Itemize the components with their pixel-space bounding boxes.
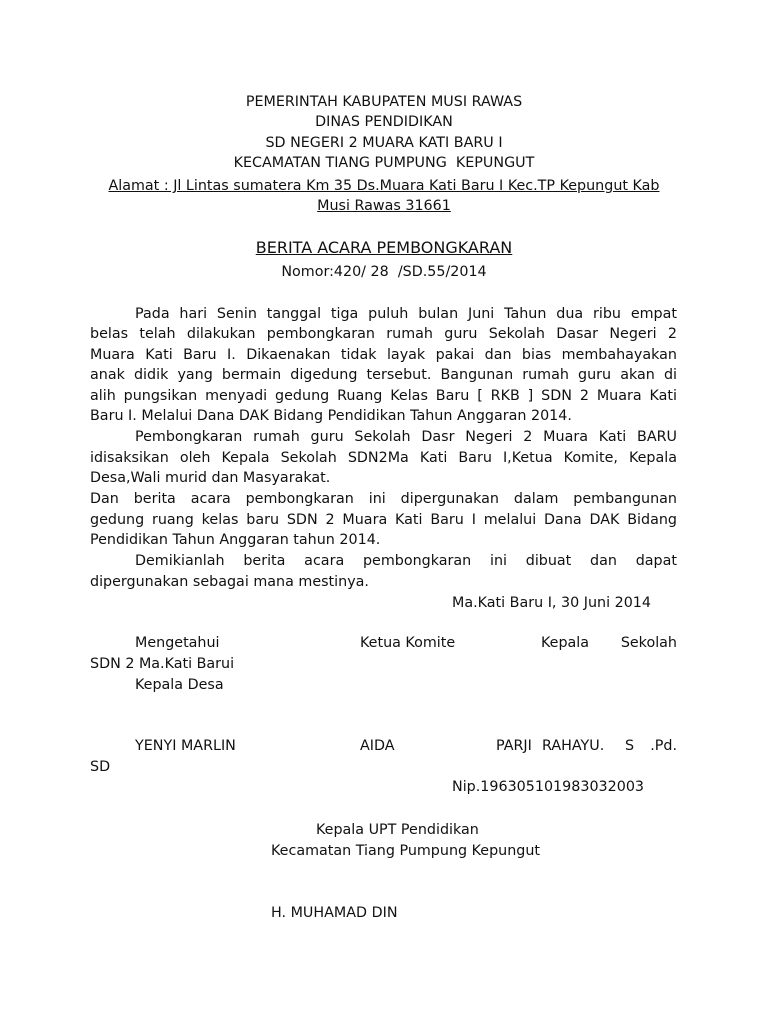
signature-label-ketua-komite: Ketua Komite (360, 635, 456, 651)
document-title: BERITA ACARA PEMBONGKARAN (255, 238, 513, 257)
header-government: PEMERINTAH KABUPATEN MUSI RAWAS (245, 94, 523, 110)
upt-district: Kecamatan Tiang Pumpung Kepungut (271, 843, 541, 859)
paragraph-1-line-2: belas telah dilakukan pembongkaran rumah guru Sekolah Dasar Negeri 2 (90, 326, 677, 342)
signature-label-sekolah: Sekolah (620, 635, 677, 651)
signature-name-desa: YENYI MARLIN (135, 738, 236, 754)
header-district: KECAMATAN TIANG PUMPUNG KEPUNGUT (233, 155, 535, 171)
header-address-line-1: Alamat : Jl Lintas sumatera Km 35 Ds.Muara Kati Baru I Kec.TP Kepungut Kab (108, 178, 660, 194)
header-agency: DINAS PENDIDIKAN (315, 114, 453, 130)
paragraph-4-line-1: Demikianlah berita acara pembongkaran ini dibuat dan dapat (135, 553, 677, 569)
place-date: Ma.Kati Baru I, 30 Juni 2014 (452, 595, 651, 611)
paragraph-2-line-2: idisaksikan oleh Kepala Sekolah SDN2Ma Kati Baru I,Ketua Komite, Kepala (90, 450, 677, 466)
paragraph-1-line-6: Baru I. Melalui Dana DAK Bidang Pendidikan Tahun Anggaran 2014. (90, 408, 572, 424)
document-number: Nomor:420/ 28 /SD.55/2014 (281, 264, 487, 280)
signature-name-kepsek-4: .Pd. (650, 738, 677, 754)
paragraph-2-line-1: Pembongkaran rumah guru Sekolah Dasr Negeri 2 Muara Kati BARU (135, 429, 677, 445)
signature-name-kepsek-cont: SD (90, 759, 111, 775)
upt-title: Kepala UPT Pendidikan (316, 822, 479, 838)
signature-label-kepala: Kepala (541, 635, 590, 651)
upt-name: H. MUHAMAD DIN (271, 905, 398, 921)
signature-label-kepala-desa: Kepala Desa (135, 677, 224, 693)
signature-name-kepsek-1: PARJI (496, 738, 532, 754)
paragraph-1-line-4: anak didik yang bermain digedung tersebut. Bangunan rumah guru akan di (90, 367, 677, 383)
paragraph-2-line-3: Desa,Wali murid dan Masyarakat. (90, 470, 331, 486)
signature-label-school: SDN 2 Ma.Kati Barui (90, 656, 235, 672)
signature-name-kepsek-2: RAHAYU. (542, 738, 605, 754)
paragraph-3-line-3: Pendidikan Tahun Anggaran tahun 2014. (90, 532, 381, 548)
signature-name-kepsek-3: S (625, 738, 635, 754)
paragraph-4-line-2: dipergunakan sebagai mana mestinya. (90, 574, 369, 590)
paragraph-1-line-1: Pada hari Senin tanggal tiga puluh bulan Juni Tahun dua ribu empat (135, 306, 677, 322)
header-school: SD NEGERI 2 MUARA KATI BARU I (265, 135, 503, 151)
paragraph-1-line-5: alih pungsikan menyadi gedung Ruang Kelas Baru [ RKB ] SDN 2 Muara Kati (90, 388, 677, 404)
header-address-line-2: Musi Rawas 31661 (317, 198, 451, 214)
signature-nip: Nip.196305101983032003 (452, 779, 645, 795)
signature-label-mengetahui: Mengetahui (135, 635, 220, 651)
paragraph-3-line-1: Dan berita acara pembongkaran ini dipergunakan dalam pembangunan (90, 491, 677, 507)
paragraph-1-line-3: Muara Kati Baru I. Dikaenakan tidak layak pakai dan bias membahayakan (90, 347, 677, 363)
paragraph-3-line-2: gedung ruang kelas baru SDN 2 Muara Kati Baru I melalui Dana DAK Bidang (90, 512, 677, 528)
signature-name-komite: AIDA (360, 738, 395, 754)
